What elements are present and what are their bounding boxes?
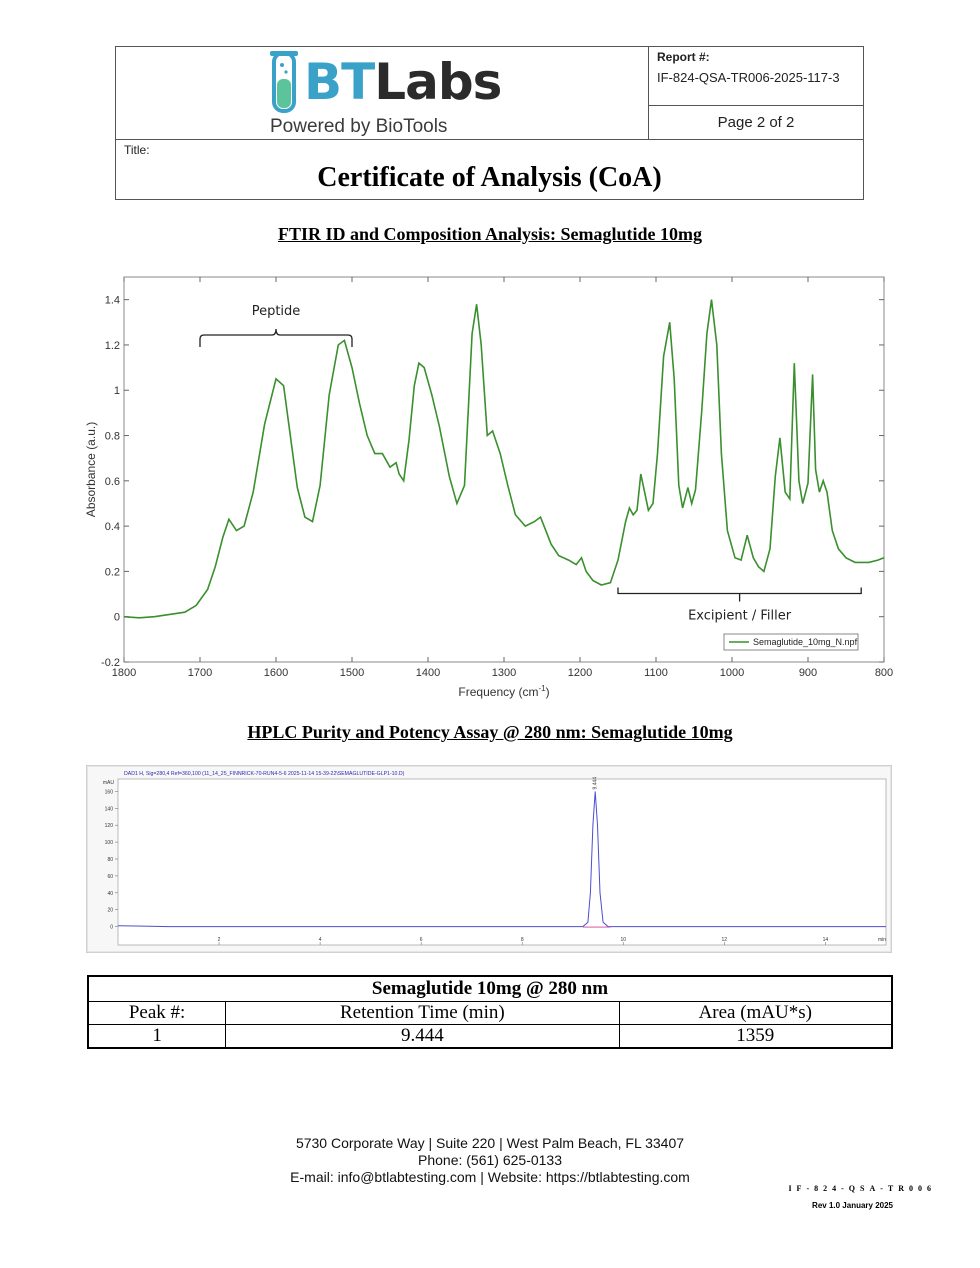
document-id: IF-824-QSA-TR006 — [788, 1184, 936, 1193]
x-tick-label: 1500 — [339, 667, 365, 679]
x-tick-label: 4 — [318, 937, 322, 943]
y-tick-label: 0.6 — [104, 475, 120, 488]
x-tick-label: 1400 — [415, 667, 441, 679]
x-tick-label: 1600 — [263, 667, 289, 679]
y-tick-label: -0.2 — [101, 657, 120, 669]
logo-tagline: Powered by BioTools — [270, 116, 448, 137]
y-tick-label: 120 — [104, 823, 113, 830]
x-tick-label: 1300 — [491, 667, 517, 679]
table-header: Peak #: — [88, 1002, 226, 1025]
footer-address: 5730 Corporate Way | Suite 220 | West Palm Beach, FL 33407 — [295, 1135, 685, 1151]
x-axis-label: Frequency $(cm^{-1})$ — [458, 684, 550, 699]
table-header: Area (mAU*s) — [619, 1002, 892, 1025]
x-tick-label: 8 — [520, 937, 524, 943]
y-tick-label: 1 — [113, 385, 120, 398]
report-number-label: Report #: — [657, 50, 710, 64]
results-table — [87, 975, 893, 1049]
ftir-section-title: FTIR ID and Composition Analysis: Semaglutide 10mg — [277, 224, 703, 244]
test-tube-icon — [266, 49, 302, 117]
footer — [0, 1135, 980, 1186]
plot-frame — [118, 776, 886, 945]
y-tick-label: 0.8 — [104, 430, 120, 443]
y-unit-label: mAU — [102, 780, 114, 786]
footer-phone: Phone: (561) 625-0133 — [418, 1152, 562, 1168]
peptide-bracket — [200, 329, 352, 347]
table-cell: 1359 — [619, 1025, 892, 1049]
y-tick-label: 0 — [110, 924, 113, 931]
y-tick-label: 20 — [107, 907, 113, 914]
table-row — [88, 1025, 892, 1049]
logo: BTLabs — [304, 53, 502, 111]
peptide-annotation: Peptide — [251, 303, 301, 319]
y-tick-label: 160 — [104, 789, 113, 796]
y-tick-label: 140 — [104, 806, 113, 813]
hplc-chromatogram — [86, 765, 892, 953]
y-tick-label: 1.2 — [104, 339, 120, 352]
y-tick-label: 0.2 — [104, 566, 120, 579]
excipient-annotation: Excipient / Filler — [688, 608, 792, 624]
spectrum-line — [124, 300, 884, 618]
y-tick-label: 1.4 — [104, 294, 120, 307]
x-tick-label: 900 — [798, 667, 818, 679]
x-tick-label: 6 — [419, 937, 423, 943]
table-header-row — [88, 1002, 892, 1025]
logo-cell — [116, 47, 649, 140]
x-tick-label: 1800 — [111, 667, 137, 679]
revision: Rev 1.0 January 2025 — [812, 1201, 893, 1210]
hplc-section-title: HPLC Purity and Potency Assay @ 280 nm: Semaglutide 10mg — [247, 722, 733, 742]
y-axis-label: Absorbance (a.u.) — [84, 421, 98, 518]
y-tick-label: 60 — [107, 873, 113, 880]
x-tick-label: 2 — [217, 937, 221, 943]
results-table-caption: Semaglutide 10mg @ 280 nm — [88, 976, 892, 1002]
y-tick-label: 0 — [113, 611, 120, 624]
x-tick-label: 1000 — [719, 667, 745, 679]
report-header — [115, 46, 864, 200]
excipient-bracket — [618, 588, 861, 602]
y-tick-label: 80 — [107, 857, 113, 863]
legend-label: Semaglutide_10mg_N.npf — [753, 637, 858, 647]
x-tick-label: 800 — [874, 667, 894, 679]
x-tick-label: 12 — [721, 937, 728, 943]
chromatogram-title: DAD1 H, Sig=280,4 Ref=360,100 (11_14_25_FINNRICK-70-RUN4-5-6 2025-11-14 15-39-22\SEMAGLUTIDE-GLP1-10.D) — [124, 771, 405, 777]
report-number: IF-824-QSA-TR006-2025-117-3 — [657, 70, 840, 85]
report-number-cell — [649, 47, 863, 106]
page-title: Certificate of Analysis (CoA) — [317, 162, 662, 193]
x-tick-label: 14 — [822, 937, 829, 943]
y-tick-label: 40 — [107, 890, 113, 897]
y-tick-label: 100 — [104, 840, 113, 847]
page-indicator: Page 2 of 2 — [649, 106, 863, 140]
x-unit-label: min — [877, 937, 887, 943]
x-tick-label: 1700 — [187, 667, 213, 679]
footer-contact: E-mail: info@btlabtesting.com | Website: https://btlabtesting.com — [290, 1169, 690, 1185]
table-header: Retention Time (min) — [226, 1002, 619, 1025]
x-tick-label: 1200 — [567, 667, 593, 679]
ftir-chart — [80, 268, 900, 703]
table-cell: 9.444 — [226, 1025, 619, 1049]
y-tick-label: 0.4 — [104, 521, 120, 534]
table-cell: 1 — [88, 1025, 226, 1049]
peak-label: 9.444 — [592, 776, 599, 790]
x-tick-label: 1100 — [644, 667, 668, 679]
x-tick-label: 10 — [620, 937, 627, 943]
title-label: Title: — [124, 143, 150, 157]
